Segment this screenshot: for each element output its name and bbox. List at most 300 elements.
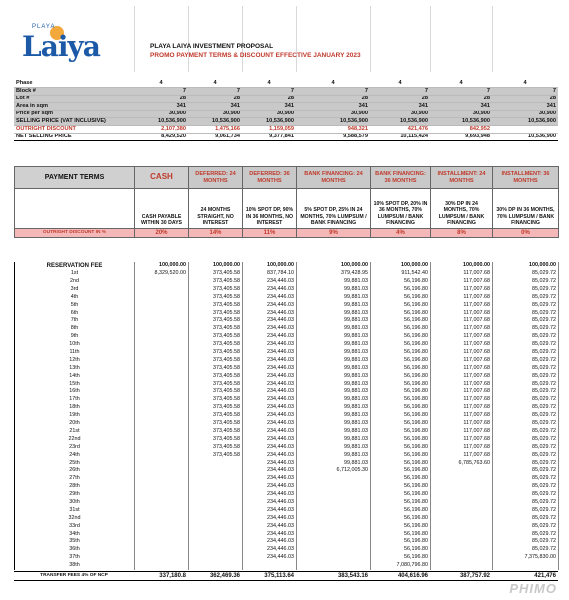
payment-amount: 234,446.03 xyxy=(243,372,297,380)
payment-amount: 234,446.03 xyxy=(243,404,297,412)
payment-amount: 99,881.03 xyxy=(297,404,371,412)
payment-amount: 56,196.80 xyxy=(371,278,431,286)
payment-amount: 373,405.58 xyxy=(189,443,243,451)
spec-value: 10,536,900 xyxy=(134,118,188,126)
payment-amount: 373,405.58 xyxy=(189,404,243,412)
payment-amount: 117,007.68 xyxy=(431,365,493,373)
schedule-row xyxy=(15,349,559,357)
payment-amount xyxy=(135,309,189,317)
term-description: 24 MONTHS STRAIGHT, NO INTEREST xyxy=(189,189,243,229)
payment-amount xyxy=(135,475,189,483)
payment-amount xyxy=(189,515,243,523)
term-description: 5% SPOT DP, 25% IN 24 MONTHS, 70% LUMPSUM / BANK FINANCING xyxy=(297,189,371,229)
payment-amount: 99,881.03 xyxy=(297,428,371,436)
payment-amount: 373,405.58 xyxy=(189,341,243,349)
payment-amount xyxy=(135,317,189,325)
payment-amount xyxy=(135,530,189,538)
payment-amount: 85,029.72 xyxy=(493,467,559,475)
payment-amount: 234,446.03 xyxy=(243,420,297,428)
payment-amount: 234,446.03 xyxy=(243,507,297,515)
payment-amount xyxy=(431,554,493,562)
payment-amount: 99,881.03 xyxy=(297,317,371,325)
spec-value: 4 xyxy=(188,80,242,88)
spec-value: 4 xyxy=(134,80,188,88)
spec-row xyxy=(14,133,558,141)
spec-value: 28 xyxy=(430,95,492,103)
payment-amount: 234,446.03 xyxy=(243,475,297,483)
payment-amount: 8,329,520.00 xyxy=(135,270,189,278)
spec-value: 10,536,900 xyxy=(492,133,558,141)
payment-amount xyxy=(493,562,559,570)
payment-number: 31st xyxy=(15,507,135,515)
schedule-row xyxy=(15,475,559,483)
payment-amount: 234,446.03 xyxy=(243,365,297,373)
payment-amount: 234,446.03 xyxy=(243,349,297,357)
payment-amount: 56,196.80 xyxy=(371,443,431,451)
payment-amount: 117,007.68 xyxy=(431,341,493,349)
payment-amount xyxy=(135,412,189,420)
payment-amount: 373,405.58 xyxy=(189,396,243,404)
transfer-fees-table xyxy=(14,571,558,581)
payment-amount xyxy=(135,404,189,412)
payment-amount xyxy=(431,546,493,554)
spec-value: 30,900 xyxy=(188,110,242,118)
spec-value: 30,900 xyxy=(492,110,558,118)
schedule-row xyxy=(15,317,559,325)
payment-amount: 85,029.72 xyxy=(493,459,559,467)
spec-value: 341 xyxy=(242,103,296,111)
spec-value: 7 xyxy=(134,88,188,96)
payment-amount: 379,428.95 xyxy=(297,270,371,278)
payment-number: 12th xyxy=(15,357,135,365)
payment-amount: 56,196.80 xyxy=(371,554,431,562)
spec-value: 30,900 xyxy=(242,110,296,118)
payment-amount xyxy=(135,365,189,373)
payment-number: 9th xyxy=(15,333,135,341)
schedule-row xyxy=(15,412,559,420)
payment-amount: 234,446.03 xyxy=(243,388,297,396)
payment-amount: 56,196.80 xyxy=(371,538,431,546)
payment-amount: 56,196.80 xyxy=(371,286,431,294)
reservation-fee-row xyxy=(15,262,559,270)
payment-amount: 373,405.58 xyxy=(189,436,243,444)
payment-amount xyxy=(135,420,189,428)
schedule-row xyxy=(15,270,559,278)
payment-amount: 99,881.03 xyxy=(297,286,371,294)
payment-amount: 85,029.72 xyxy=(493,396,559,404)
payment-amount xyxy=(135,491,189,499)
payment-amount xyxy=(431,499,493,507)
payment-number: 6th xyxy=(15,309,135,317)
payment-amount: 56,196.80 xyxy=(371,546,431,554)
payment-amount: 56,196.80 xyxy=(371,372,431,380)
outright-discount-percent-row xyxy=(15,229,559,238)
schedule-row xyxy=(15,546,559,554)
payment-amount xyxy=(135,380,189,388)
payment-amount: 234,446.03 xyxy=(243,380,297,388)
payment-amount: 7,375,830.00 xyxy=(493,554,559,562)
spec-value: 341 xyxy=(370,103,430,111)
discount-percent: 9% xyxy=(297,229,371,238)
schedule-row xyxy=(15,538,559,546)
payment-amount: 85,029.72 xyxy=(493,333,559,341)
payment-number: 10th xyxy=(15,341,135,349)
term-description: 10% SPOT DP, 20% IN 36 MONTHS, 70% LUMPSUM / BANK FINANCING xyxy=(371,189,431,229)
payment-amount xyxy=(189,483,243,491)
schedule-row xyxy=(15,372,559,380)
payment-amount: 234,446.03 xyxy=(243,554,297,562)
payment-amount xyxy=(135,341,189,349)
term-header-installment-36: INSTALLMENT: 36 MONTHS xyxy=(493,167,559,189)
payment-amount xyxy=(243,562,297,570)
spec-value: 1,475,166 xyxy=(188,126,242,134)
payment-amount: 56,196.80 xyxy=(371,357,431,365)
payment-number: 27th xyxy=(15,475,135,483)
payment-amount: 99,881.03 xyxy=(297,301,371,309)
schedule-row xyxy=(15,530,559,538)
payment-amount: 56,196.80 xyxy=(371,404,431,412)
payment-amount: 56,196.80 xyxy=(371,412,431,420)
payment-amount xyxy=(297,546,371,554)
schedule-row xyxy=(15,443,559,451)
payment-amount: 234,446.03 xyxy=(243,341,297,349)
payment-number: 22nd xyxy=(15,436,135,444)
payment-amount: 373,405.58 xyxy=(189,380,243,388)
payment-amount: 234,446.03 xyxy=(243,309,297,317)
discount-percent: 11% xyxy=(243,229,297,238)
payment-amount xyxy=(189,522,243,530)
payment-amount: 56,196.80 xyxy=(371,436,431,444)
payment-amount: 85,029.72 xyxy=(493,443,559,451)
payment-amount: 85,029.72 xyxy=(493,530,559,538)
spec-value: 842,952 xyxy=(430,126,492,134)
spec-row xyxy=(14,126,558,134)
term-header-bank-24: BANK FINANCING: 24 MONTHS xyxy=(297,167,371,189)
payment-amount: 117,007.68 xyxy=(431,349,493,357)
payment-amount: 56,196.80 xyxy=(371,317,431,325)
term-description: 30% DP IN 36 MONTHS, 70% LUMPSUM / BANK FINANCING xyxy=(493,189,559,229)
spec-value: 9,693,948 xyxy=(430,133,492,141)
payment-amount: 837,784.10 xyxy=(243,270,297,278)
payment-amount: 99,881.03 xyxy=(297,372,371,380)
payment-amount: 234,446.03 xyxy=(243,412,297,420)
payment-amount: 234,446.03 xyxy=(243,499,297,507)
payment-amount: 234,446.03 xyxy=(243,396,297,404)
payment-amount xyxy=(135,278,189,286)
payment-amount: 85,029.72 xyxy=(493,341,559,349)
payment-amount xyxy=(431,515,493,523)
payment-amount xyxy=(135,467,189,475)
spec-label: NET SELLING PRICE xyxy=(14,133,134,141)
schedule-row xyxy=(15,388,559,396)
payment-amount xyxy=(297,530,371,538)
payment-amount xyxy=(431,483,493,491)
payment-amount xyxy=(297,538,371,546)
payment-amount xyxy=(135,507,189,515)
payment-amount: 234,446.03 xyxy=(243,538,297,546)
payment-amount: 56,196.80 xyxy=(371,451,431,459)
promo-subtitle: PROMO PAYMENT TERMS & DISCOUNT EFFECTIVE JANUARY 2023 xyxy=(150,52,361,59)
payment-amount: 234,446.03 xyxy=(243,357,297,365)
payment-amount: 99,881.03 xyxy=(297,443,371,451)
payment-amount: 99,881.03 xyxy=(297,333,371,341)
payment-amount: 85,029.72 xyxy=(493,420,559,428)
spec-value: 4 xyxy=(242,80,296,88)
payment-amount: 234,446.03 xyxy=(243,286,297,294)
payment-amount: 99,881.03 xyxy=(297,380,371,388)
payment-amount: 85,029.72 xyxy=(493,301,559,309)
schedule-row xyxy=(15,451,559,459)
spec-value: 30,900 xyxy=(370,110,430,118)
reservation-fee-value: 100,000.00 xyxy=(243,262,297,270)
payment-amount: 56,196.80 xyxy=(371,483,431,491)
payment-amount: 234,446.03 xyxy=(243,467,297,475)
payment-amount: 85,029.72 xyxy=(493,294,559,302)
payment-amount: 85,029.72 xyxy=(493,522,559,530)
payment-amount: 99,881.03 xyxy=(297,349,371,357)
payment-number: 8th xyxy=(15,325,135,333)
payment-amount xyxy=(135,522,189,530)
spec-label: Phase xyxy=(14,80,134,88)
schedule-row xyxy=(15,357,559,365)
payment-amount xyxy=(135,515,189,523)
payment-amount: 56,196.80 xyxy=(371,499,431,507)
payment-amount: 234,446.03 xyxy=(243,483,297,491)
spec-value: 948,321 xyxy=(296,126,370,134)
payment-amount xyxy=(135,459,189,467)
payment-amount: 373,405.58 xyxy=(189,420,243,428)
transfer-fee-value: 375,113.64 xyxy=(242,572,296,581)
spec-value: 4 xyxy=(430,80,492,88)
term-header-cash: CASH xyxy=(135,167,189,189)
payment-amount xyxy=(189,491,243,499)
payment-amount: 56,196.80 xyxy=(371,420,431,428)
payment-amount: 373,405.58 xyxy=(189,294,243,302)
spec-value: 9,061,734 xyxy=(188,133,242,141)
payment-amount xyxy=(297,554,371,562)
payment-amount xyxy=(135,546,189,554)
payment-amount: 56,196.80 xyxy=(371,522,431,530)
payment-amount: 56,196.80 xyxy=(371,467,431,475)
payment-amount: 56,196.80 xyxy=(371,309,431,317)
reservation-fee-value: 100,000.00 xyxy=(135,262,189,270)
payment-amount: 56,196.80 xyxy=(371,459,431,467)
spec-label: OUTRIGHT DISCOUNT xyxy=(14,126,134,134)
schedule-row xyxy=(15,428,559,436)
payment-amount: 373,405.58 xyxy=(189,270,243,278)
payment-number: 1st xyxy=(15,270,135,278)
payment-amount: 56,196.80 xyxy=(371,475,431,483)
spec-row xyxy=(14,118,558,126)
payment-amount xyxy=(135,538,189,546)
payment-amount: 234,446.03 xyxy=(243,301,297,309)
payment-amount xyxy=(135,333,189,341)
payment-amount xyxy=(431,491,493,499)
payment-amount: 99,881.03 xyxy=(297,357,371,365)
payment-amount xyxy=(135,286,189,294)
payment-amount: 56,196.80 xyxy=(371,396,431,404)
payment-amount: 234,446.03 xyxy=(243,530,297,538)
spec-value: 4 xyxy=(492,80,558,88)
schedule-row xyxy=(15,554,559,562)
payment-amount: 99,881.03 xyxy=(297,309,371,317)
payment-amount xyxy=(135,554,189,562)
payment-amount xyxy=(297,515,371,523)
term-header-installment-24: INSTALLMENT: 24 MONTHS xyxy=(431,167,493,189)
payment-amount: 85,029.72 xyxy=(493,286,559,294)
payment-amount: 85,029.72 xyxy=(493,309,559,317)
payment-amount: 56,196.80 xyxy=(371,294,431,302)
spec-row xyxy=(14,95,558,103)
schedule-row xyxy=(15,522,559,530)
term-header-bank-36: BANK FINANCING: 36 MONTHS xyxy=(371,167,431,189)
schedule-row xyxy=(15,459,559,467)
payment-amount: 117,007.68 xyxy=(431,357,493,365)
payment-amount: 117,007.68 xyxy=(431,436,493,444)
spec-value: 341 xyxy=(430,103,492,111)
payment-amount: 85,029.72 xyxy=(493,365,559,373)
spec-value xyxy=(492,126,558,134)
payment-amount: 373,405.58 xyxy=(189,365,243,373)
watermark: PHIMO xyxy=(509,581,557,596)
payment-amount xyxy=(189,554,243,562)
payment-amount: 234,446.03 xyxy=(243,515,297,523)
schedule-row xyxy=(15,562,559,570)
payment-amount: 85,029.72 xyxy=(493,270,559,278)
payment-amount: 99,881.03 xyxy=(297,459,371,467)
payment-amount xyxy=(297,562,371,570)
spec-value: 341 xyxy=(134,103,188,111)
spec-row xyxy=(14,80,558,88)
payment-amount xyxy=(135,483,189,491)
payment-amount: 85,029.72 xyxy=(493,483,559,491)
payment-number: 2nd xyxy=(15,278,135,286)
payment-amount xyxy=(135,562,189,570)
spec-value: 10,536,900 xyxy=(242,118,296,126)
spec-value: 341 xyxy=(296,103,370,111)
payment-amount: 117,007.68 xyxy=(431,286,493,294)
payment-number: 30th xyxy=(15,499,135,507)
schedule-row xyxy=(15,436,559,444)
payment-number: 5th xyxy=(15,301,135,309)
payment-amount xyxy=(135,325,189,333)
payment-amount: 99,881.03 xyxy=(297,396,371,404)
spec-value: 10,536,900 xyxy=(430,118,492,126)
payment-amount: 117,007.68 xyxy=(431,372,493,380)
payment-amount: 234,446.03 xyxy=(243,294,297,302)
proposal-title: PLAYA LAIYA INVESTMENT PROPOSAL xyxy=(150,43,274,50)
payment-amount: 56,196.80 xyxy=(371,341,431,349)
payment-amount: 117,007.68 xyxy=(431,325,493,333)
payment-number: 25th xyxy=(15,459,135,467)
payment-number: 7th xyxy=(15,317,135,325)
payment-amount: 85,029.72 xyxy=(493,428,559,436)
payment-amount: 99,881.03 xyxy=(297,436,371,444)
payment-amount: 911,542.40 xyxy=(371,270,431,278)
payment-amount xyxy=(431,467,493,475)
payment-amount xyxy=(135,443,189,451)
spec-row xyxy=(14,110,558,118)
payment-amount: 234,446.03 xyxy=(243,317,297,325)
payment-amount: 85,029.72 xyxy=(493,372,559,380)
payment-amount xyxy=(431,530,493,538)
schedule-row xyxy=(15,491,559,499)
payment-amount: 56,196.80 xyxy=(371,507,431,515)
payment-amount: 117,007.68 xyxy=(431,333,493,341)
payment-amount: 99,881.03 xyxy=(297,325,371,333)
payment-amount xyxy=(189,538,243,546)
payment-amount: 373,405.58 xyxy=(189,278,243,286)
payment-amount: 117,007.68 xyxy=(431,451,493,459)
transfer-fee-value: 387,757.92 xyxy=(430,572,492,581)
payment-number: 3rd xyxy=(15,286,135,294)
payment-amount: 56,196.80 xyxy=(371,325,431,333)
payment-amount: 56,196.80 xyxy=(371,491,431,499)
spec-value: 10,536,900 xyxy=(188,118,242,126)
spec-value: 30,900 xyxy=(296,110,370,118)
schedule-row xyxy=(15,278,559,286)
spec-value: 7 xyxy=(296,88,370,96)
spec-label: SELLING PRICE (VAT INCLUSIVE) xyxy=(14,118,134,126)
payment-amount: 85,029.72 xyxy=(493,388,559,396)
payment-amount: 117,007.68 xyxy=(431,301,493,309)
reservation-fee-value: 100,000.00 xyxy=(371,262,431,270)
payment-number: 4th xyxy=(15,294,135,302)
schedule-row xyxy=(15,301,559,309)
term-description: 30% DP IN 24 MONTHS, 70% LUMPSUM / BANK FINANCING xyxy=(431,189,493,229)
schedule-row xyxy=(15,499,559,507)
payment-number: 33rd xyxy=(15,522,135,530)
spec-value: 30,900 xyxy=(430,110,492,118)
payment-amount: 234,446.03 xyxy=(243,459,297,467)
payment-number: 34th xyxy=(15,530,135,538)
schedule-row xyxy=(15,515,559,523)
payment-amount xyxy=(135,396,189,404)
discount-percent: 20% xyxy=(135,229,189,238)
payment-amount xyxy=(135,301,189,309)
payment-amount xyxy=(189,467,243,475)
payment-amount: 6,712,005.30 xyxy=(297,467,371,475)
payment-amount: 117,007.68 xyxy=(431,278,493,286)
payment-amount xyxy=(431,522,493,530)
spec-value: 10,536,900 xyxy=(370,118,430,126)
payment-number: 24th xyxy=(15,451,135,459)
payment-amount: 85,029.72 xyxy=(493,546,559,554)
payment-terms-description-row xyxy=(15,189,559,229)
payment-amount: 373,405.58 xyxy=(189,428,243,436)
payment-number: 11th xyxy=(15,349,135,357)
payment-number: 29th xyxy=(15,491,135,499)
payment-amount: 234,446.03 xyxy=(243,428,297,436)
schedule-row xyxy=(15,309,559,317)
schedule-row xyxy=(15,286,559,294)
spec-value: 2,107,380 xyxy=(134,126,188,134)
payment-amount: 56,196.80 xyxy=(371,301,431,309)
spec-value: 10,536,900 xyxy=(492,118,558,126)
payment-amount: 373,405.58 xyxy=(189,309,243,317)
payment-amount: 56,196.80 xyxy=(371,388,431,396)
payment-amount xyxy=(297,483,371,491)
description-spacer xyxy=(15,189,135,229)
payment-terms-header-row xyxy=(15,167,559,189)
payment-amount xyxy=(135,294,189,302)
payment-amount: 56,196.80 xyxy=(371,349,431,357)
payment-amount: 373,405.58 xyxy=(189,333,243,341)
payment-amount: 117,007.68 xyxy=(431,309,493,317)
payment-number: 18th xyxy=(15,404,135,412)
transfer-fee-value: 362,469.36 xyxy=(188,572,242,581)
schedule-row xyxy=(15,404,559,412)
